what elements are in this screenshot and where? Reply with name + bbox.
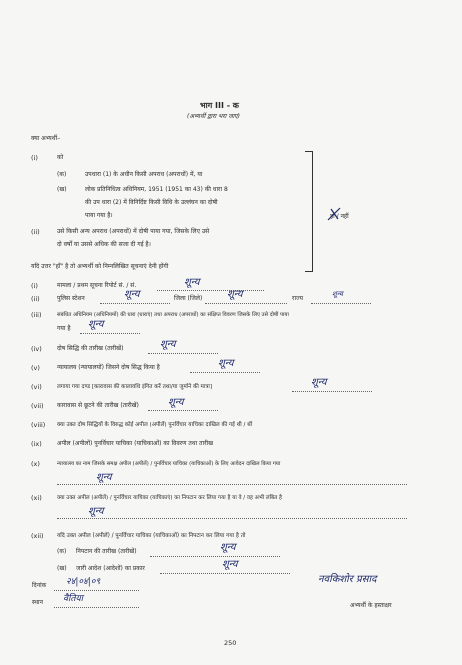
sub-item-a-fill-line (150, 556, 280, 557)
item-vi-label: लगाया गया दण्ड [कारावास की कालावधि इंगित करें तथा/या जुर्माने की मात्रा] (57, 384, 213, 390)
item-v-fill-line (190, 372, 260, 373)
item-x-value: शून्य (96, 472, 112, 483)
item-ii-number: (ii) (31, 295, 40, 303)
item-viii-label: क्या उक्त दोष सिद्धियों के विरुद्ध कोई अपील (अपीलें) पुनर्विचार याचिका दाखिल की गई थी / थीं (57, 422, 253, 428)
item-ii-fill-line-1 (100, 303, 170, 304)
item-vii-value: शून्य (168, 397, 184, 408)
item-xi-label: क्या उक्त अपील (अपीलें) / पुनर्विचार याचिका (याचिकाएं) का निपटान कर लिया गया है या वे / वह अभी लंबित है (57, 495, 282, 501)
item-vi-number: (vi) (31, 383, 42, 391)
item-ix-number: (ix) (31, 440, 42, 448)
item-xi-fill-line (57, 518, 407, 519)
place-fill-line (54, 607, 139, 608)
item-ii-label-2: जिला (जिले) (174, 295, 203, 302)
place-value: वैतिया (63, 594, 84, 604)
item-v-value: शून्य (218, 358, 234, 369)
item-xii-label: यदि उक्त अपील (अपीलें) / पुनर्विचार याचिका (याचिकाओं) का निपटान कर लिया गया है तो (57, 533, 246, 539)
item-vii-number: (vii) (31, 402, 44, 410)
item-xii-number: (xii) (31, 532, 44, 540)
date-label: दिनांक (32, 582, 47, 589)
place-label: स्थान (32, 599, 43, 606)
item-iv-number: (iv) (31, 345, 42, 353)
item-xi-value: शून्य (88, 506, 104, 517)
item-i-value: शून्य (184, 277, 200, 288)
item-x-fill-line (57, 484, 407, 485)
section-i-b-text-1: लोक प्रतिनिधित्व अधिनियम, 1951 (1951 का 43) की धारा 8 (85, 186, 228, 193)
item-iv-label: दोष सिद्धि की तारीख (तारीखें) (57, 345, 124, 352)
item-iii-number: (iii) (31, 311, 42, 319)
date-value: २४|०४|०९ (66, 577, 101, 587)
sub-item-b-fill-line (160, 573, 290, 574)
item-iv-fill-line (148, 353, 218, 354)
answer-box-left-border (312, 151, 313, 272)
item-vii-fill-line (148, 410, 218, 411)
item-ii-fill-line-2 (205, 303, 287, 304)
item-i-label: मामला / प्रथम सूचना रिपोर्ट सं. / सं. (57, 282, 137, 289)
section-ii-text-1: उसे किसी अन्य अपराध (अपराधों) में दोषी पाया गया, जिसके लिए उसे (57, 228, 210, 235)
candidate-signature: नवकिशोर प्रसाद (318, 574, 377, 585)
sub-item-b-value: शून्य (222, 559, 238, 570)
item-ix-label: अपील (अपीलों) पुनर्विचार याचिका (याचिकाओं) का विवरण तथा तारीख (57, 440, 213, 447)
answer-box-bottom-border (305, 271, 313, 272)
sub-item-a-text: निपटान की तारीख (तारीखें) (76, 548, 137, 555)
section-i-a-label: (क) (57, 171, 67, 178)
sub-item-b-text: जारी आदेश (आदेशों) का प्रकार (76, 565, 145, 572)
item-ii-label: पुलिस स्टेशन (57, 295, 85, 302)
section-ii-text-2: दो वर्षों या उससे अधिक की सजा दी गई है। (57, 241, 151, 248)
item-ii-value-3: शून्य (332, 290, 343, 298)
section-i-text: को (57, 154, 64, 161)
sub-item-a-value: शून्य (220, 542, 236, 553)
item-iii-value: शून्य (88, 319, 104, 330)
item-xi-number: (xi) (31, 494, 42, 502)
item-i-fill-line (157, 290, 264, 291)
item-x-label: न्यायालय का नाम जिसके समक्ष अपील (अपीलें) / पुनर्विचार याचिका (याचिकाओं) के लिए आवेदन दाखिल किया गया (57, 461, 281, 467)
item-x-number: (x) (31, 460, 40, 468)
page-number: 250 (224, 639, 237, 647)
answer-box-top-border (305, 151, 313, 152)
section-i-b-text-3: पाया गया है। (85, 212, 113, 219)
item-ii-fill-line-3 (311, 303, 371, 304)
part-subtitle: (अभ्यर्थी द्वारा भरा जाए) (187, 113, 240, 120)
item-vii-label: कारावास से छूटने की तारीख (तारीखें) (57, 402, 139, 409)
item-viii-number: (viii) (31, 421, 46, 429)
item-vi-fill-line (292, 391, 372, 392)
section-i-b-label: (ख) (57, 186, 67, 193)
item-iii-label-b: गया है (57, 325, 71, 332)
date-fill-line (54, 590, 139, 591)
section-i-a-text: उपधारा (1) के अधीन किसी अपराध (अपराधों) में, या (85, 171, 203, 178)
section-i-number: (i) (31, 154, 38, 162)
item-ii-value-2: शून्य (227, 289, 243, 300)
item-iii-label: संबंधित अधिनियम (अधिनियमों) की धारा (धाराएं) तथा अपराध (अपराधों) का संक्षिप्त विवरण जिसके लिए उसे दोषी पाया (57, 312, 289, 318)
item-ii-label-3: राज्य (292, 295, 303, 302)
item-vi-value: शून्य (311, 377, 327, 388)
signature-caption: अभ्यर्थी के हस्ताक्षर (350, 602, 392, 609)
strike-mark-icon (326, 206, 342, 222)
item-iv-value: शून्य (160, 339, 176, 350)
section-i-b-text-2: की उप धारा (2) में विनिर्दिष्ट किसी विधि के उल्लंघन का दोषी (85, 199, 218, 206)
answer-box-text: हाँ / नहीं (330, 213, 349, 220)
item-ii-value: शून्य (124, 289, 140, 300)
item-v-label: न्यायालय (न्यायालयों) जिसने दोष सिद्ध किया है (57, 364, 160, 371)
item-iii-fill-line (80, 333, 140, 334)
item-v-number: (v) (31, 364, 40, 372)
intro-text: क्या अभ्यर्थी– (31, 135, 61, 142)
part-title: भाग III - क (200, 101, 239, 110)
sub-item-a-label: (क) (57, 548, 67, 555)
sub-item-b-label: (ख) (57, 565, 67, 572)
section-ii-number: (ii) (31, 228, 40, 236)
item-i-number: (i) (31, 282, 38, 290)
if-yes-instruction: यदि उत्तर "हाँ" है तो अभ्यर्थी को निम्नलिखित सूचनाएं देनी होंगी (31, 263, 169, 270)
